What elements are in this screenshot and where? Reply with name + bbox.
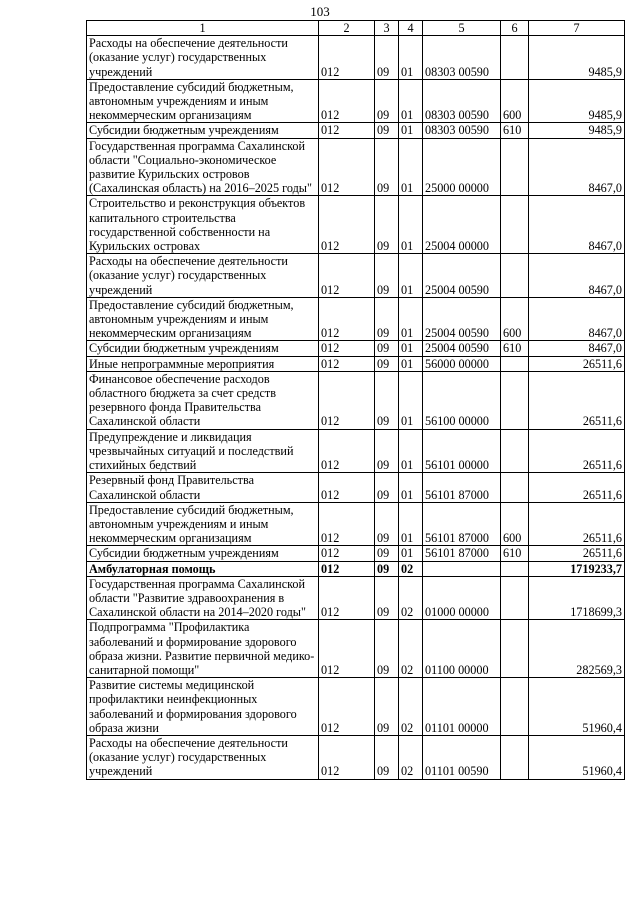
amount-cell: 1718699,3	[529, 576, 625, 620]
admin-code-cell: 012	[319, 371, 375, 429]
target-article-cell: 25004 00000	[423, 196, 501, 254]
target-article-cell: 01101 00000	[423, 678, 501, 736]
row-name-cell: Расходы на обеспечение деятельности (оказание услуг) государственных учреждений	[87, 36, 319, 80]
table-row	[87, 138, 625, 196]
admin-code-cell: 012	[319, 429, 375, 473]
amount-cell: 282569,3	[529, 620, 625, 678]
table-row	[87, 678, 625, 736]
expense-type-cell: 610	[501, 123, 529, 138]
target-article-cell: 56100 00000	[423, 371, 501, 429]
subsection-code-cell: 01	[399, 371, 423, 429]
amount-cell: 26511,6	[529, 473, 625, 502]
subsection-code-cell: 02	[399, 620, 423, 678]
admin-code-cell: 012	[319, 341, 375, 356]
admin-code-cell: 012	[319, 473, 375, 502]
target-article-cell: 56000 00000	[423, 356, 501, 371]
section-code-cell: 09	[375, 502, 399, 546]
row-name-cell: Субсидии бюджетным учреждениям	[87, 123, 319, 138]
subsection-code-cell: 01	[399, 341, 423, 356]
row-name-cell: Иные непрограммные мероприятия	[87, 356, 319, 371]
target-article-cell: 56101 87000	[423, 546, 501, 561]
section-code-cell: 09	[375, 620, 399, 678]
row-name-cell: Амбулаторная помощь	[87, 561, 319, 576]
amount-cell: 26511,6	[529, 371, 625, 429]
row-name-cell: Субсидии бюджетным учреждениям	[87, 341, 319, 356]
subsection-code-cell: 02	[399, 678, 423, 736]
expense-type-cell	[501, 371, 529, 429]
target-article-cell: 56101 87000	[423, 502, 501, 546]
admin-code-cell: 012	[319, 123, 375, 138]
section-code-cell: 09	[375, 297, 399, 341]
row-name-cell: Расходы на обеспечение деятельности (оказание услуг) государственных учреждений	[87, 735, 319, 779]
row-name-cell: Предоставление субсидий бюджетным, автономным учреждениям и иным некоммерческим организациям	[87, 297, 319, 341]
table-row	[87, 576, 625, 620]
section-code-cell: 09	[375, 371, 399, 429]
page-number: 103	[310, 4, 330, 19]
header-cell: 2	[319, 21, 375, 36]
amount-cell: 8467,0	[529, 341, 625, 356]
header-cell: 5	[423, 21, 501, 36]
section-code-cell: 09	[375, 138, 399, 196]
section-code-cell: 09	[375, 576, 399, 620]
target-article-cell: 01100 00000	[423, 620, 501, 678]
header-cell: 3	[375, 21, 399, 36]
row-name-cell: Подпрограмма "Профилактика заболеваний и формирование здорового образа жизни. Развитие первичной медико-санитарной помощи"	[87, 620, 319, 678]
subsection-code-cell: 01	[399, 79, 423, 123]
amount-cell: 1719233,7	[529, 561, 625, 576]
table-row	[87, 502, 625, 546]
header-cell: 7	[529, 21, 625, 36]
amount-cell: 51960,4	[529, 678, 625, 736]
target-article-cell: 25000 00000	[423, 138, 501, 196]
table-row	[87, 123, 625, 138]
admin-code-cell: 012	[319, 576, 375, 620]
amount-cell: 26511,6	[529, 546, 625, 561]
expense-type-cell	[501, 138, 529, 196]
section-code-cell: 09	[375, 473, 399, 502]
expense-type-cell	[501, 576, 529, 620]
expense-type-cell	[501, 196, 529, 254]
expense-type-cell: 600	[501, 502, 529, 546]
section-code-cell: 09	[375, 678, 399, 736]
section-code-cell: 09	[375, 356, 399, 371]
table-row	[87, 341, 625, 356]
admin-code-cell: 012	[319, 356, 375, 371]
amount-cell: 26511,6	[529, 502, 625, 546]
target-article-cell: 08303 00590	[423, 79, 501, 123]
row-name-cell: Государственная программа Сахалинской области "Развитие здравоохранения в Сахалинской области на 2014–2020 годы"	[87, 576, 319, 620]
amount-cell: 8467,0	[529, 254, 625, 298]
target-article-cell: 25004 00590	[423, 254, 501, 298]
expense-type-cell	[501, 561, 529, 576]
budget-table	[86, 20, 625, 780]
table-row	[87, 79, 625, 123]
row-name-cell: Предоставление субсидий бюджетным, автономным учреждениям и иным некоммерческим организациям	[87, 79, 319, 123]
expense-type-cell	[501, 254, 529, 298]
subsection-code-cell: 01	[399, 429, 423, 473]
admin-code-cell: 012	[319, 678, 375, 736]
admin-code-cell: 012	[319, 36, 375, 80]
subsection-code-cell: 02	[399, 735, 423, 779]
section-code-cell: 09	[375, 561, 399, 576]
admin-code-cell: 012	[319, 546, 375, 561]
subsection-code-cell: 01	[399, 138, 423, 196]
amount-cell: 9485,9	[529, 36, 625, 80]
header-cell: 6	[501, 21, 529, 36]
target-article-cell: 08303 00590	[423, 123, 501, 138]
table-row	[87, 371, 625, 429]
admin-code-cell: 012	[319, 254, 375, 298]
table-row	[87, 735, 625, 779]
target-article-cell: 25004 00590	[423, 341, 501, 356]
subsection-code-cell: 02	[399, 576, 423, 620]
expense-type-cell	[501, 620, 529, 678]
admin-code-cell: 012	[319, 196, 375, 254]
subsection-code-cell: 01	[399, 502, 423, 546]
subsection-code-cell: 01	[399, 123, 423, 138]
target-article-cell: 56101 87000	[423, 473, 501, 502]
table-row	[87, 429, 625, 473]
table-row	[87, 356, 625, 371]
row-name-cell: Предупреждение и ликвидация чрезвычайных ситуаций и последствий стихийных бедствий	[87, 429, 319, 473]
section-code-cell: 09	[375, 735, 399, 779]
section-code-cell: 09	[375, 123, 399, 138]
amount-cell: 9485,9	[529, 123, 625, 138]
section-code-cell: 09	[375, 546, 399, 561]
row-name-cell: Резервный фонд Правительства Сахалинской области	[87, 473, 319, 502]
expense-type-cell	[501, 678, 529, 736]
expense-type-cell	[501, 735, 529, 779]
amount-cell: 26511,6	[529, 356, 625, 371]
expense-type-cell	[501, 429, 529, 473]
target-article-cell: 08303 00590	[423, 36, 501, 80]
admin-code-cell: 012	[319, 297, 375, 341]
section-code-cell: 09	[375, 196, 399, 254]
expense-type-cell	[501, 36, 529, 80]
table-row	[87, 546, 625, 561]
amount-cell: 51960,4	[529, 735, 625, 779]
admin-code-cell: 012	[319, 561, 375, 576]
admin-code-cell: 012	[319, 620, 375, 678]
amount-cell: 8467,0	[529, 138, 625, 196]
admin-code-cell: 012	[319, 138, 375, 196]
target-article-cell: 56101 00000	[423, 429, 501, 473]
row-name-cell: Финансовое обеспечение расходов областного бюджета за счет средств резервного фонда Правительства Сахалинской области	[87, 371, 319, 429]
expense-type-cell: 600	[501, 79, 529, 123]
amount-cell: 9485,9	[529, 79, 625, 123]
table-row	[87, 196, 625, 254]
section-code-cell: 09	[375, 36, 399, 80]
amount-cell: 26511,6	[529, 429, 625, 473]
section-code-cell: 09	[375, 79, 399, 123]
admin-code-cell: 012	[319, 502, 375, 546]
section-code-cell: 09	[375, 254, 399, 298]
admin-code-cell: 012	[319, 79, 375, 123]
subsection-code-cell: 01	[399, 36, 423, 80]
row-name-cell: Субсидии бюджетным учреждениям	[87, 546, 319, 561]
subsection-code-cell: 01	[399, 473, 423, 502]
expense-type-cell: 600	[501, 297, 529, 341]
header-row	[87, 21, 625, 36]
table-row	[87, 297, 625, 341]
subsection-code-cell: 02	[399, 561, 423, 576]
table-row	[87, 473, 625, 502]
target-article-cell: 01101 00590	[423, 735, 501, 779]
admin-code-cell: 012	[319, 735, 375, 779]
subsection-code-cell: 01	[399, 297, 423, 341]
table-row	[87, 254, 625, 298]
target-article-cell	[423, 561, 501, 576]
expense-type-cell	[501, 473, 529, 502]
target-article-cell: 01000 00000	[423, 576, 501, 620]
subsection-code-cell: 01	[399, 546, 423, 561]
amount-cell: 8467,0	[529, 196, 625, 254]
table-row	[87, 561, 625, 576]
row-name-cell: Развитие системы медицинской профилактики неинфекционных заболеваний и формирования здорового образа жизни	[87, 678, 319, 736]
header-cell: 4	[399, 21, 423, 36]
expense-type-cell: 610	[501, 546, 529, 561]
header-cell: 1	[87, 21, 319, 36]
expense-type-cell	[501, 356, 529, 371]
row-name-cell: Расходы на обеспечение деятельности (оказание услуг) государственных учреждений	[87, 254, 319, 298]
row-name-cell: Предоставление субсидий бюджетным, автономным учреждениям и иным некоммерческим организациям	[87, 502, 319, 546]
subsection-code-cell: 01	[399, 356, 423, 371]
amount-cell: 8467,0	[529, 297, 625, 341]
row-name-cell: Государственная программа Сахалинской области "Социально-экономическое развитие Курильских островов (Сахалинская область) на 2016–2025 годы"	[87, 138, 319, 196]
section-code-cell: 09	[375, 429, 399, 473]
row-name-cell: Строительство и реконструкция объектов капитального строительства государственной собственности на Курильских островах	[87, 196, 319, 254]
table-row	[87, 620, 625, 678]
expense-type-cell: 610	[501, 341, 529, 356]
subsection-code-cell: 01	[399, 196, 423, 254]
table-row	[87, 36, 625, 80]
target-article-cell: 25004 00590	[423, 297, 501, 341]
subsection-code-cell: 01	[399, 254, 423, 298]
section-code-cell: 09	[375, 341, 399, 356]
